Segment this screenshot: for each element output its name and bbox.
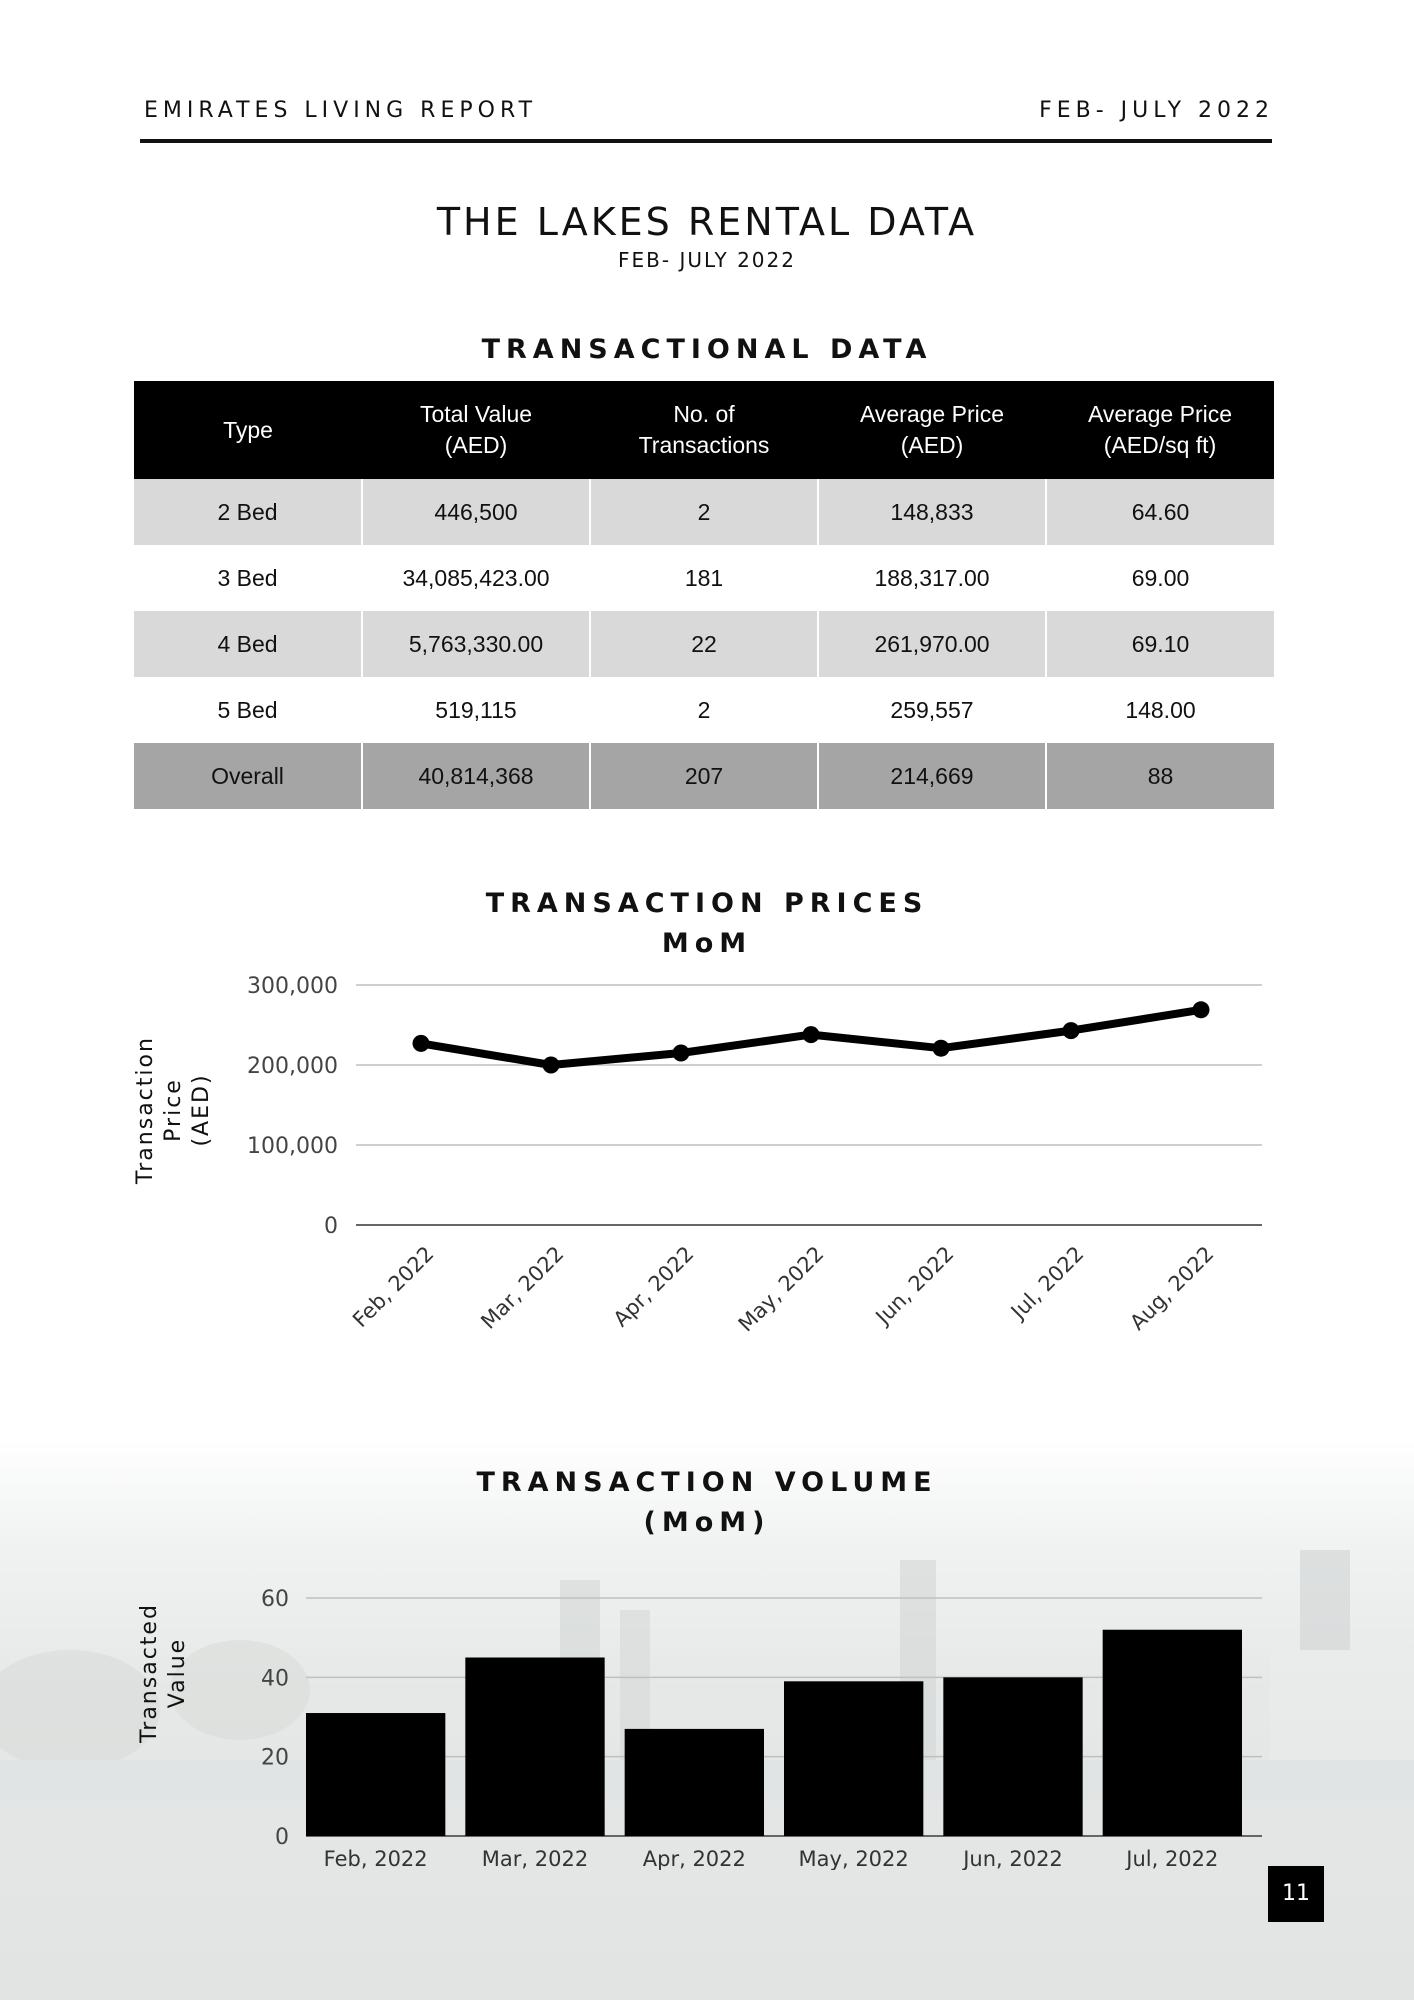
report-title: EMIRATES LIVING REPORT <box>144 98 538 123</box>
table-row <box>134 677 1274 743</box>
table-cell: 259,557 <box>818 677 1046 743</box>
x-tick-label: Jun, 2022 <box>963 1847 1063 1870</box>
column-header: No. of Transactions <box>590 381 818 479</box>
price-chart-y-axis-label-line2: (AED) <box>189 1073 214 1147</box>
table-cell: 519,115 <box>362 677 590 743</box>
table-cell: 88 <box>1046 743 1274 809</box>
x-tick-label: Jul, 2022 <box>1126 1847 1219 1870</box>
x-tick-label: Jun, 2022 <box>871 1241 959 1329</box>
table-header-row <box>134 381 1274 479</box>
y-tick-label: 0 <box>275 1825 289 1850</box>
price-chart-subtitle: MoM <box>661 928 753 959</box>
x-tick-label: Feb, 2022 <box>323 1847 428 1870</box>
table-cell: 446,500 <box>362 479 590 545</box>
bar <box>306 1713 445 1836</box>
price-line-chart <box>0 960 1414 1350</box>
data-point <box>1193 1001 1210 1018</box>
table-row <box>134 545 1274 611</box>
y-tick-label: 100,000 <box>247 1134 338 1159</box>
table-cell: 22 <box>590 611 818 677</box>
bar <box>465 1658 604 1837</box>
page-title: THE LAKES RENTAL DATA <box>436 200 978 244</box>
volume-chart-y-axis-label: Transacted Value <box>137 1603 190 1743</box>
table-cell: 148,833 <box>818 479 1046 545</box>
table-cell: 2 Bed <box>134 479 362 545</box>
x-tick-label: Mar, 2022 <box>476 1241 569 1334</box>
table-cell: 64.60 <box>1046 479 1274 545</box>
y-tick-label: 60 <box>261 1587 289 1612</box>
table-row <box>134 479 1274 545</box>
table-cell: 261,970.00 <box>818 611 1046 677</box>
x-tick-label: May, 2022 <box>733 1241 829 1337</box>
table-cell: 40,814,368 <box>362 743 590 809</box>
report-period: FEB- JULY 2022 <box>1039 98 1274 123</box>
table-cell: 34,085,423.00 <box>362 545 590 611</box>
x-tick-label: Aug, 2022 <box>1125 1241 1219 1335</box>
volume-chart-subtitle: (MoM) <box>643 1507 771 1538</box>
volume-bar-chart <box>0 1570 1414 1870</box>
data-point <box>933 1040 950 1057</box>
y-tick-label: 300,000 <box>247 974 338 999</box>
transactional-data-title: TRANSACTIONAL DATA <box>481 334 933 365</box>
x-tick-label: May, 2022 <box>798 1847 909 1870</box>
data-point <box>673 1045 690 1062</box>
volume-chart-title: TRANSACTION VOLUME <box>476 1467 938 1498</box>
data-point <box>803 1026 820 1043</box>
column-header: Average Price (AED) <box>818 381 1046 479</box>
y-tick-label: 40 <box>261 1666 289 1692</box>
table-cell: 2 <box>590 479 818 545</box>
table-cell: 181 <box>590 545 818 611</box>
x-tick-label: Mar, 2022 <box>481 1847 589 1870</box>
table-cell: 69.00 <box>1046 545 1274 611</box>
table-row <box>134 611 1274 677</box>
x-tick-label: Jul, 2022 <box>1006 1241 1089 1324</box>
transactional-data-table <box>134 381 1274 809</box>
header-divider <box>140 139 1272 143</box>
column-header: Average Price (AED/sq ft) <box>1046 381 1274 479</box>
table-cell: 4 Bed <box>134 611 362 677</box>
y-tick-label: 200,000 <box>247 1054 338 1079</box>
table-cell: 5 Bed <box>134 677 362 743</box>
table-cell: 3 Bed <box>134 545 362 611</box>
table-cell: 5,763,330.00 <box>362 611 590 677</box>
x-tick-label: Feb, 2022 <box>348 1241 439 1333</box>
y-tick-label: 20 <box>261 1745 289 1771</box>
bar <box>784 1681 923 1836</box>
column-header: Total Value (AED) <box>362 381 590 479</box>
table-cell: 69.10 <box>1046 611 1274 677</box>
bar <box>1103 1630 1242 1836</box>
table-cell: 207 <box>590 743 818 809</box>
data-point <box>1063 1022 1080 1039</box>
x-tick-label: Apr, 2022 <box>608 1241 699 1332</box>
table-cell: 188,317.00 <box>818 545 1046 611</box>
data-point <box>413 1035 430 1052</box>
table-cell: 2 <box>590 677 818 743</box>
table-cell: 148.00 <box>1046 677 1274 743</box>
bar <box>943 1677 1082 1836</box>
table-cell: Overall <box>134 743 362 809</box>
y-tick-label: 0 <box>324 1214 338 1239</box>
price-chart-title: TRANSACTION PRICES <box>485 888 929 919</box>
table-cell: 214,669 <box>818 743 1046 809</box>
bar <box>625 1729 764 1836</box>
price-chart-y-axis-label-line1: Transaction Price <box>133 1036 186 1184</box>
x-tick-label: Apr, 2022 <box>642 1847 746 1870</box>
page-subtitle: FEB- JULY 2022 <box>618 248 796 272</box>
data-point <box>543 1057 560 1074</box>
table-row-overall <box>134 743 1274 809</box>
page-number: 11 <box>1268 1866 1324 1922</box>
column-header: Type <box>134 381 362 479</box>
